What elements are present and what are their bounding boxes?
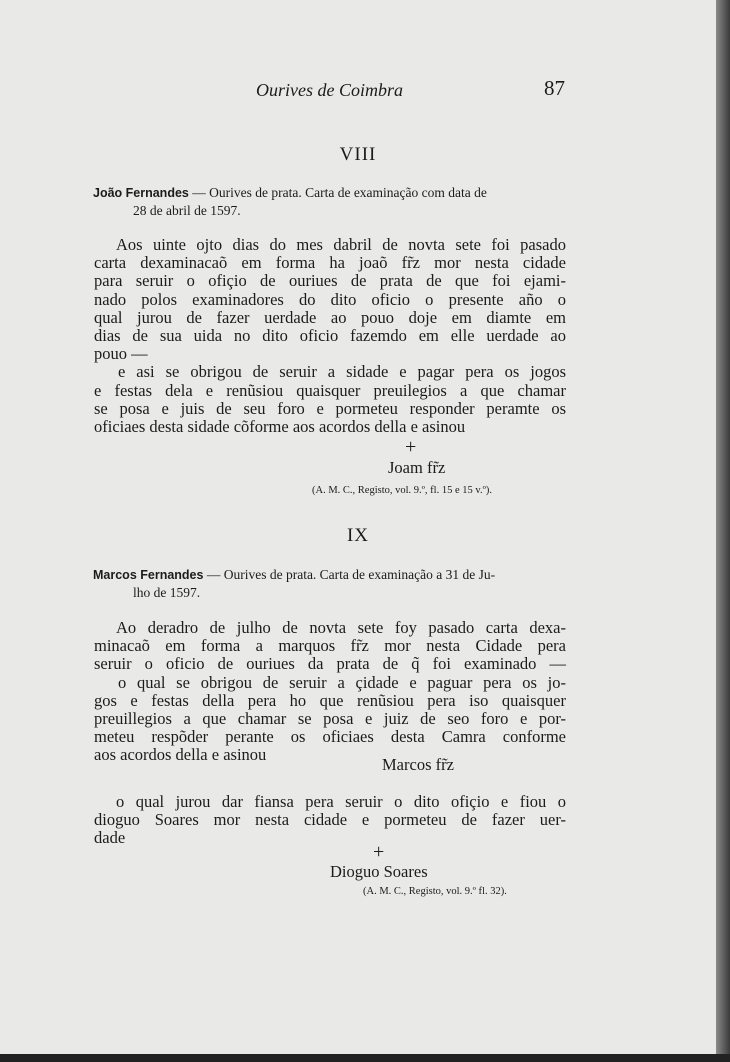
text-line: qual jurou de fazer uerdade ao pouo doje em diamte em <box>94 307 566 327</box>
text-line: gos e festas della pera ho que renũsiou pera iso quaisquer <box>94 690 566 710</box>
heading-text-cont: 28 de abril de 1597. <box>133 203 241 218</box>
text-line: minacaõ em forma a marquos fr̃z mor nesta Cidade pera <box>94 636 566 656</box>
heading-text: — Ourives de prata. Carta de examinação a 31 de Ju- <box>203 567 496 582</box>
heading-text: — Ourives de prata. Carta de examinação com data de <box>188 185 487 200</box>
text-line: e asi se obrigou de seruir a sidade e pagar pera os jogos <box>118 362 566 382</box>
text-line: o qual se obrigou de seruir a çidade e paguar pera os jo- <box>118 672 566 692</box>
signature: Marcos fr̃z <box>382 755 454 774</box>
text-line: Aos uinte ojto dias do mes dabril de novta sete foi pasado <box>116 235 566 254</box>
section-body-ix-b <box>94 793 566 848</box>
page-number: 87 <box>544 76 565 100</box>
archive-reference: (A. M. C., Registo, vol. 9.º fl. 32). <box>363 886 507 897</box>
signature: Joam fr̃z <box>388 458 446 477</box>
text-line: preuillegios a que chamar se posa e juiz de seo foro e por- <box>94 708 566 728</box>
section-body-viii <box>94 236 566 436</box>
cross-mark: + <box>373 841 385 863</box>
text-line: nado polos examinadores do dito oficio o presente año o <box>94 289 566 309</box>
section-heading-viii <box>93 184 563 220</box>
text-line: dade <box>94 828 126 848</box>
text-line: meteu respõder perante os oficiaes desta Camra conforme <box>94 727 566 747</box>
running-title: Ourives de Coimbra <box>256 80 403 100</box>
section-heading-ix <box>93 566 563 602</box>
signature: Dioguo Soares <box>330 862 428 881</box>
text-line: o qual jurou dar fiansa pera seruir o dito ofiçio e fiou o <box>116 792 566 811</box>
text-line: aos acordos della e asinou <box>94 745 267 765</box>
cross-mark: + <box>405 436 417 458</box>
text-line: oficiaes desta sidade cõforme aos acordos della e asinou <box>94 416 466 436</box>
section-numeral-ix: IX <box>346 525 370 546</box>
text-line: carta dexaminacaõ em forma ha joaõ fr̃z mor nesta cidade <box>94 253 566 273</box>
text-line: Ao deradro de julho de novta sete foy pasado carta dexa- <box>116 618 566 637</box>
text-line: dias de sua uida no dito oficio fazemdo em elle uerdade ao <box>94 325 566 345</box>
text-line: e festas dela e renũsiou quaisquer preuilegios a que chamar <box>94 380 566 400</box>
page-bottom-edge <box>0 1054 730 1062</box>
heading-text-cont: lho de 1597. <box>133 585 201 600</box>
text-line: se posa e juis de seu foro e pormeteu responder peramte os <box>94 398 566 418</box>
text-line: dioguo Soares mor nesta cidade e pormeteu de fazer uer- <box>94 810 566 830</box>
page-edge-shadow <box>716 0 730 1062</box>
section-numeral-viii: VIII <box>339 144 377 165</box>
text-line: seruir o oficio de ouriues da prata de q̃ foi examinado — <box>94 654 566 674</box>
text-line: para seruir o ofiçio de ouriues de prata de que foi ejami- <box>94 271 566 291</box>
text-line: pouo — <box>94 344 148 364</box>
section-body-ix-a <box>94 619 566 765</box>
heading-name: João Fernandes <box>93 186 189 200</box>
heading-name: Marcos Fernandes <box>93 568 204 582</box>
archive-reference: (A. M. C., Registo, vol. 9.º, fl. 15 e 15 v.º). <box>312 485 492 496</box>
running-header <box>0 76 716 110</box>
